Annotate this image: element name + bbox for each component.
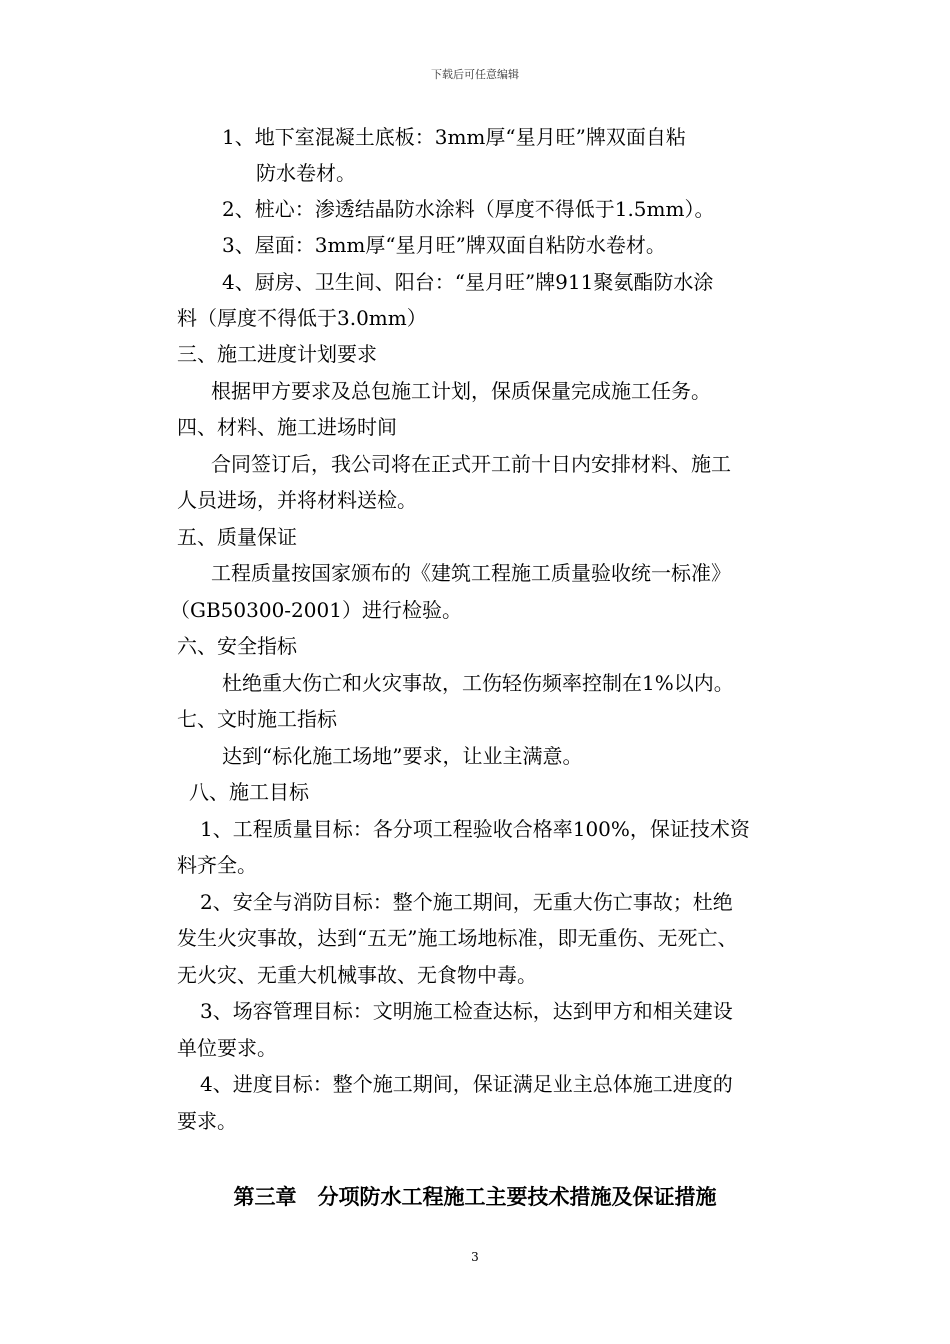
list-item: 防水卷材。 xyxy=(256,161,356,185)
list-item: 要求。 xyxy=(177,1109,237,1133)
list-item: 4、厨房、卫生间、阳台：“星月旺”牌911聚氨酯防水涂 xyxy=(222,270,714,294)
list-item: 发生火灾事故，达到“五无”施工场地标准，即无重伤、无死亡、 xyxy=(177,926,738,950)
paragraph-line: 合同签订后，我公司将在正式开工前十日内安排材料、施工 xyxy=(211,452,731,476)
page-number: 3 xyxy=(471,1250,479,1264)
paragraph-line: 根据甲方要求及总包施工计划，保质保量完成施工任务。 xyxy=(211,379,711,403)
section-heading: 四、材料、施工进场时间 xyxy=(177,415,397,439)
list-item: 1、工程质量目标：各分项工程验收合格率100%，保证技术资 xyxy=(200,817,750,841)
paragraph-line: 达到“标化施工场地”要求，让业主满意。 xyxy=(222,744,583,768)
section-heading: 五、质量保证 xyxy=(177,525,297,549)
list-item: 3、屋面：3mm厚“星月旺”牌双面自粘防水卷材。 xyxy=(222,233,666,257)
paragraph-line: 人员进场，并将材料送检。 xyxy=(177,488,417,512)
paragraph-line: 工程质量按国家颁布的《建筑工程施工质量验收统一标准》 xyxy=(211,561,731,585)
list-item: 单位要求。 xyxy=(177,1036,277,1060)
list-item: 料（厚度不得低于3.0mm） xyxy=(177,306,427,330)
page-header: 下载后可任意编辑 xyxy=(431,68,519,81)
list-item: 2、桩心：渗透结晶防水涂料（厚度不得低于1.5mm）。 xyxy=(222,197,715,221)
section-heading: 七、文时施工指标 xyxy=(177,707,337,731)
section-heading: 八、施工目标 xyxy=(189,780,309,804)
section-heading: 三、施工进度计划要求 xyxy=(177,342,377,366)
paragraph-line: 杜绝重大伤亡和火灾事故，工伤轻伤频率控制在1%以内。 xyxy=(222,671,734,695)
chapter-title: 第三章 分项防水工程施工主要技术措施及保证措施 xyxy=(233,1184,717,1209)
paragraph-line: （GB50300-2001）进行检验。 xyxy=(170,598,462,622)
list-item: 2、安全与消防目标：整个施工期间，无重大伤亡事故；杜绝 xyxy=(200,890,733,914)
list-item: 无火灾、无重大机械事故、无食物中毒。 xyxy=(177,963,537,987)
list-item: 1、地下室混凝土底板：3mm厚“星月旺”牌双面自粘 xyxy=(222,125,686,149)
list-item: 4、进度目标：整个施工期间，保证满足业主总体施工进度的 xyxy=(200,1072,733,1096)
list-item: 3、场容管理目标：文明施工检查达标，达到甲方和相关建设 xyxy=(200,999,733,1023)
section-heading: 六、安全指标 xyxy=(177,634,297,658)
list-item: 料齐全。 xyxy=(177,853,257,877)
